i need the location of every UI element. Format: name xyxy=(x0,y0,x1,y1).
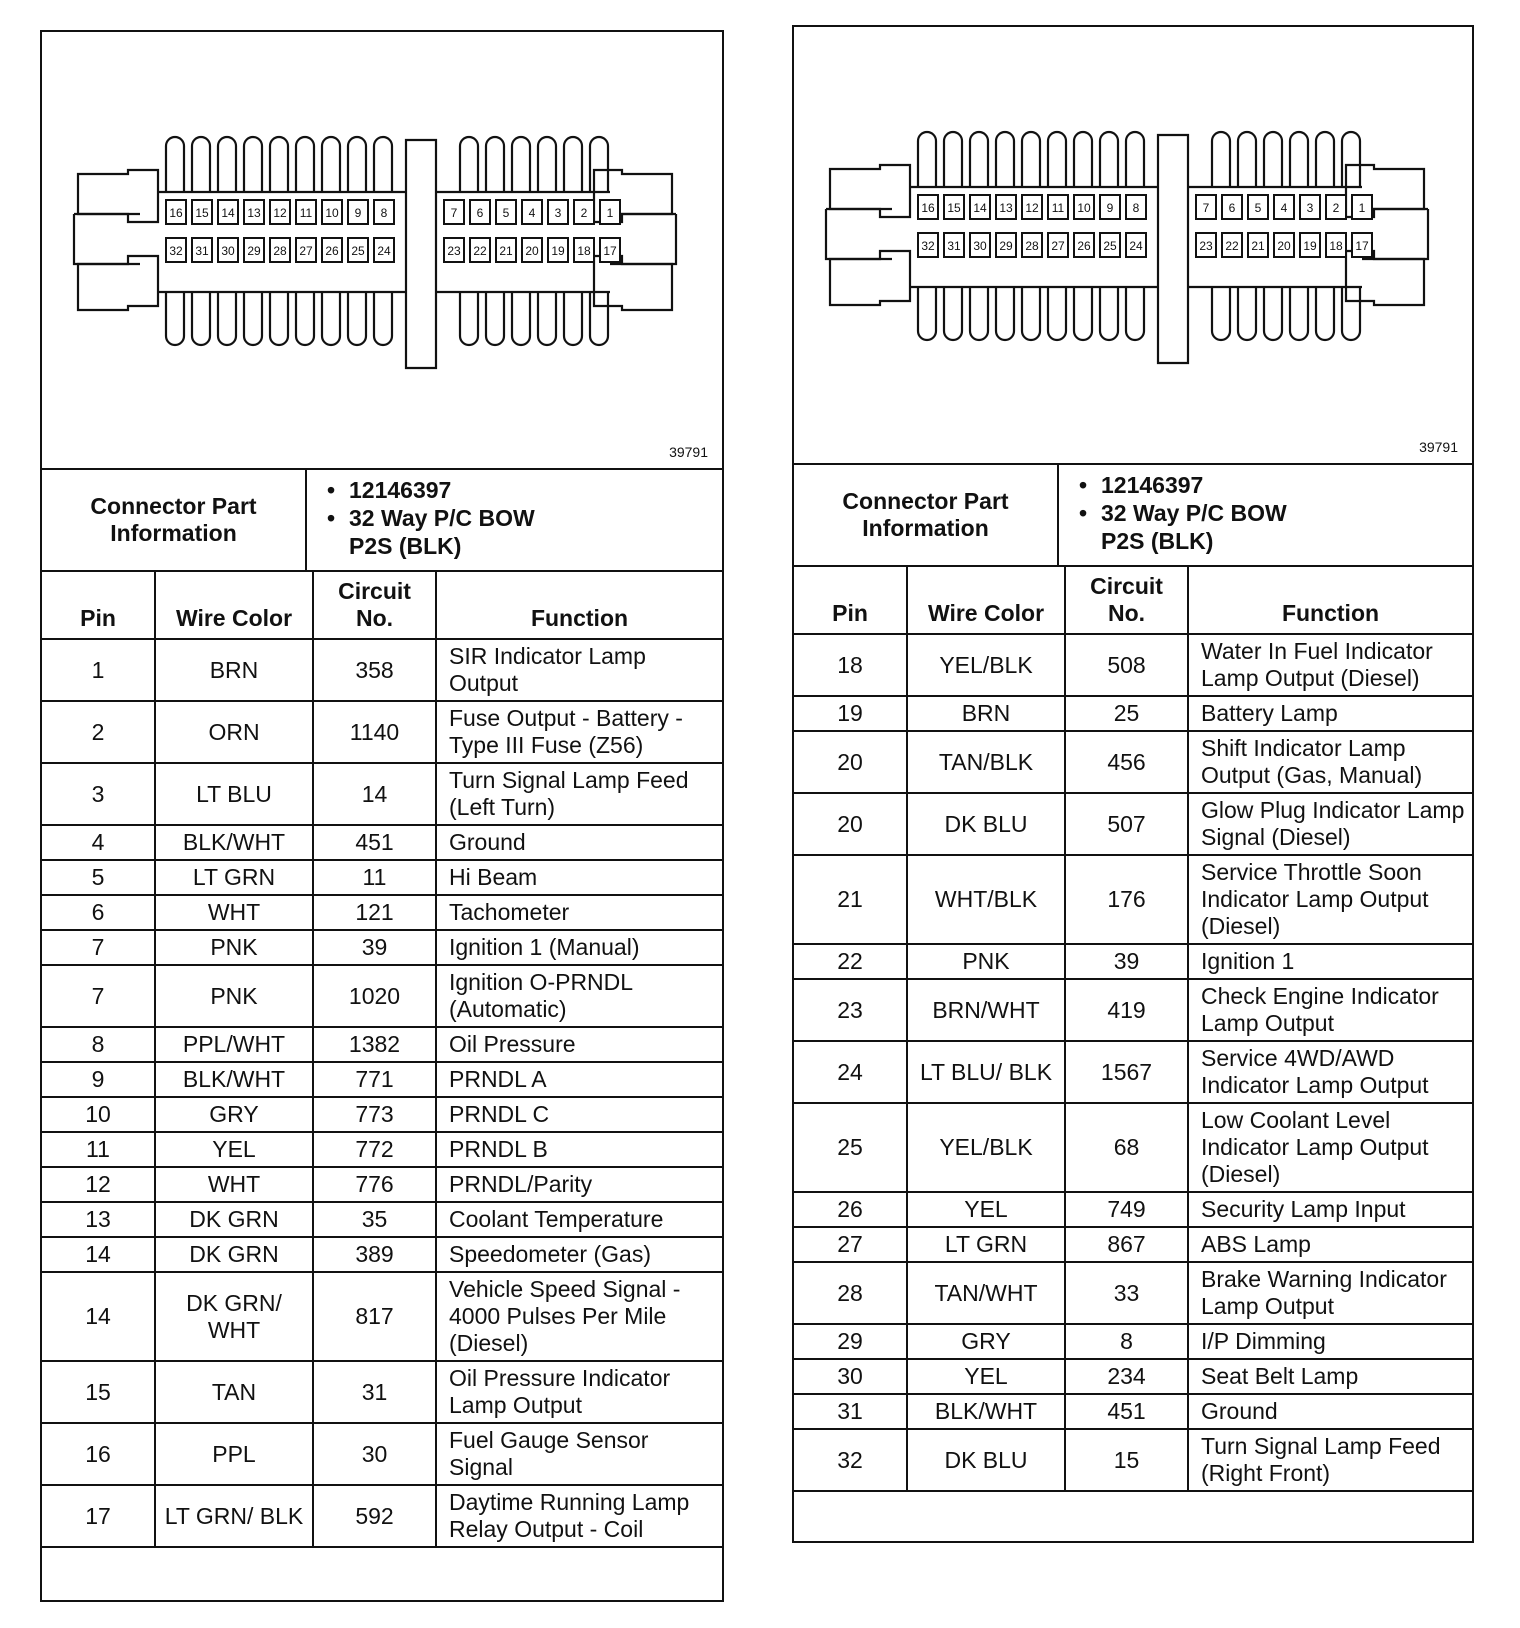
pin-cell: 29 xyxy=(794,1324,907,1359)
wire-color-cell: PPL xyxy=(155,1423,313,1485)
function-cell: Glow Plug Indicator Lamp Signal (Diesel) xyxy=(1188,793,1472,855)
table-row xyxy=(794,1429,1472,1491)
wire-color-cell: LT GRN/ BLK xyxy=(155,1485,313,1547)
pin-cavity-label: 22 xyxy=(1225,239,1239,253)
pin-cavity-label: 19 xyxy=(1303,239,1317,253)
function-cell: Turn Signal Lamp Feed (Left Turn) xyxy=(436,763,722,825)
pin-cavity-label: 22 xyxy=(473,244,487,258)
pin-cell: 16 xyxy=(42,1423,155,1485)
pin-cell: 17 xyxy=(42,1485,155,1547)
function-cell: Service Throttle Soon Indicator Lamp Output (Diesel) xyxy=(1188,855,1472,944)
pin-cavity-label: 4 xyxy=(528,206,536,220)
pin-cavity-label: 20 xyxy=(1277,239,1291,253)
table-header-row xyxy=(794,567,1472,634)
table-row xyxy=(794,1359,1472,1394)
pin-cavity-label: 13 xyxy=(999,201,1013,215)
connector-panel-left xyxy=(40,30,724,1602)
table-row xyxy=(42,1027,722,1062)
pin-cavity-label: 17 xyxy=(603,244,617,258)
circuit-cell: 1020 xyxy=(313,965,436,1027)
pin-cell: 18 xyxy=(794,634,907,696)
connector-diagram xyxy=(794,27,1472,465)
function-cell: Check Engine Indicator Lamp Output xyxy=(1188,979,1472,1041)
circuit-cell: 451 xyxy=(313,825,436,860)
circuit-cell: 592 xyxy=(313,1485,436,1547)
function-cell: Shift Indicator Lamp Output (Gas, Manual) xyxy=(1188,731,1472,793)
wire-color-cell: LT GRN xyxy=(155,860,313,895)
part-info-values xyxy=(1059,465,1472,565)
pin-cell: 14 xyxy=(42,1237,155,1272)
pin-cavity-label: 25 xyxy=(351,244,365,258)
figure-number: 39791 xyxy=(1419,439,1458,455)
pin-cell: 4 xyxy=(42,825,155,860)
part-info-label: Connector Part Information xyxy=(42,470,307,570)
pin-cavity-label: 29 xyxy=(247,244,261,258)
circuit-cell: 817 xyxy=(313,1272,436,1361)
circuit-cell: 389 xyxy=(313,1237,436,1272)
pinout-table xyxy=(794,567,1472,1492)
pin-cavity-label: 5 xyxy=(502,206,510,220)
function-cell: SIR Indicator Lamp Output xyxy=(436,639,722,701)
pin-cavity-label: 21 xyxy=(499,244,513,258)
circuit-cell: 358 xyxy=(313,639,436,701)
wire-color-cell: DK GRN xyxy=(155,1237,313,1272)
pin-cavity-label: 6 xyxy=(476,206,484,220)
table-row xyxy=(794,1227,1472,1262)
circuit-cell: 31 xyxy=(313,1361,436,1423)
table-row xyxy=(794,1394,1472,1429)
circuit-cell: 39 xyxy=(1065,944,1188,979)
table-row xyxy=(42,1202,722,1237)
function-cell: PRNDL B xyxy=(436,1132,722,1167)
pin-cell: 6 xyxy=(42,895,155,930)
circuit-cell: 33 xyxy=(1065,1262,1188,1324)
wire-color-cell: DK GRN/ WHT xyxy=(155,1272,313,1361)
function-cell: Oil Pressure xyxy=(436,1027,722,1062)
pin-cavity-label: 31 xyxy=(195,244,209,258)
circuit-cell: 772 xyxy=(313,1132,436,1167)
pin-cell: 14 xyxy=(42,1272,155,1361)
pin-cell: 20 xyxy=(794,793,907,855)
wire-color-cell: WHT xyxy=(155,1167,313,1202)
pin-cavity-label: 2 xyxy=(1332,201,1340,215)
function-cell: Speedometer (Gas) xyxy=(436,1237,722,1272)
pin-cell: 8 xyxy=(42,1027,155,1062)
connector-part-info xyxy=(42,470,722,572)
pin-cell: 13 xyxy=(42,1202,155,1237)
wire-color-cell: WHT/BLK xyxy=(907,855,1065,944)
pin-cavity-label: 30 xyxy=(221,244,235,258)
function-cell: Ignition 1 (Manual) xyxy=(436,930,722,965)
pin-cavity-label: 4 xyxy=(1280,201,1288,215)
pin-cavity-label: 6 xyxy=(1228,201,1236,215)
table-row xyxy=(42,895,722,930)
table-row xyxy=(42,1485,722,1547)
circuit-cell: 776 xyxy=(313,1167,436,1202)
table-row xyxy=(794,731,1472,793)
table-row xyxy=(42,1097,722,1132)
pin-cavity-label: 27 xyxy=(299,244,313,258)
wire-color-cell: PPL/WHT xyxy=(155,1027,313,1062)
function-header: Function xyxy=(436,572,722,639)
wire-color-cell: TAN xyxy=(155,1361,313,1423)
circuit-cell: 176 xyxy=(1065,855,1188,944)
circuit-cell: 8 xyxy=(1065,1324,1188,1359)
connector-panel-right xyxy=(792,25,1474,1543)
connector-diagram xyxy=(42,32,722,470)
pin-cavity-label: 24 xyxy=(377,244,391,258)
table-row xyxy=(42,1272,722,1361)
wire-color-cell: PNK xyxy=(907,944,1065,979)
pin-cell: 21 xyxy=(794,855,907,944)
circuit-cell: 507 xyxy=(1065,793,1188,855)
circuit-cell: 39 xyxy=(313,930,436,965)
circuit-cell: 11 xyxy=(313,860,436,895)
table-row xyxy=(42,1167,722,1202)
wire-color-cell: TAN/BLK xyxy=(907,731,1065,793)
pin-cell: 25 xyxy=(794,1103,907,1192)
pin-cavity-label: 15 xyxy=(947,201,961,215)
pin-cavity-label: 3 xyxy=(1306,201,1314,215)
part-info-values xyxy=(307,470,722,570)
circuit-cell: 234 xyxy=(1065,1359,1188,1394)
table-row xyxy=(794,1041,1472,1103)
wire-color-cell: DK GRN xyxy=(155,1202,313,1237)
pin-cavity-label: 12 xyxy=(273,206,287,220)
pin-cavity-label: 1 xyxy=(1358,201,1366,215)
function-cell: Ground xyxy=(436,825,722,860)
function-cell: Vehicle Speed Signal - 4000 Pulses Per Mile (Diesel) xyxy=(436,1272,722,1361)
circuit-cell: 25 xyxy=(1065,696,1188,731)
function-cell: PRNDL/Parity xyxy=(436,1167,722,1202)
function-cell: Service 4WD/AWD Indicator Lamp Output xyxy=(1188,1041,1472,1103)
function-cell: Hi Beam xyxy=(436,860,722,895)
pin-cell: 7 xyxy=(42,965,155,1027)
pin-cell: 23 xyxy=(794,979,907,1041)
pin-cell: 7 xyxy=(42,930,155,965)
pin-cavity-label: 28 xyxy=(1025,239,1039,253)
table-row xyxy=(794,855,1472,944)
pin-cavity-label: 23 xyxy=(447,244,461,258)
wire-color-cell: YEL/BLK xyxy=(907,1103,1065,1192)
circuit-cell: 749 xyxy=(1065,1192,1188,1227)
circuit-cell: 15 xyxy=(1065,1429,1188,1491)
table-row xyxy=(42,1423,722,1485)
pin-cavity-label: 12 xyxy=(1025,201,1039,215)
wire-color-cell: YEL xyxy=(155,1132,313,1167)
function-cell: Coolant Temperature xyxy=(436,1202,722,1237)
function-cell: Water In Fuel Indicator Lamp Output (Diesel) xyxy=(1188,634,1472,696)
function-cell: Fuse Output - Battery - Type III Fuse (Z56) xyxy=(436,701,722,763)
table-row xyxy=(794,1324,1472,1359)
circuit-cell: 456 xyxy=(1065,731,1188,793)
pin-cell: 2 xyxy=(42,701,155,763)
pin-cell: 15 xyxy=(42,1361,155,1423)
pin-cavity-label: 16 xyxy=(169,206,183,220)
wire-color-cell: BRN/WHT xyxy=(907,979,1065,1041)
table-row xyxy=(42,1132,722,1167)
pin-cavity-label: 30 xyxy=(973,239,987,253)
circuit-cell: 1382 xyxy=(313,1027,436,1062)
pin-cavity-label: 7 xyxy=(1202,201,1210,215)
function-cell: Oil Pressure Indicator Lamp Output xyxy=(436,1361,722,1423)
circuit-header: Circuit No. xyxy=(313,572,436,639)
wire-color-cell: PNK xyxy=(155,930,313,965)
function-cell: Brake Warning Indicator Lamp Output xyxy=(1188,1262,1472,1324)
pin-cavity-label: 11 xyxy=(299,206,313,220)
wire-color-cell: BLK/WHT xyxy=(155,825,313,860)
pin-cavity-label: 18 xyxy=(1329,239,1343,253)
wire-color-cell: DK BLU xyxy=(907,793,1065,855)
table-row xyxy=(794,1262,1472,1324)
pin-cavity-label: 11 xyxy=(1051,201,1065,215)
table-row xyxy=(42,763,722,825)
pin-cell: 9 xyxy=(42,1062,155,1097)
wire-color-cell: GRY xyxy=(907,1324,1065,1359)
connector-face-drawing xyxy=(42,32,722,468)
table-row xyxy=(42,1361,722,1423)
function-cell: Ground xyxy=(1188,1394,1472,1429)
pin-cavity-label: 26 xyxy=(325,244,339,258)
table-row xyxy=(42,639,722,701)
wire-color-cell: GRY xyxy=(155,1097,313,1132)
pin-cell: 1 xyxy=(42,639,155,701)
pin-cavity-label: 32 xyxy=(169,244,183,258)
pin-cavity-label: 23 xyxy=(1199,239,1213,253)
circuit-cell: 35 xyxy=(313,1202,436,1237)
pin-cavity-label: 10 xyxy=(325,206,339,220)
part-description-line2: P2S (BLK) xyxy=(349,533,462,559)
connector-part-info xyxy=(794,465,1472,567)
table-header-row xyxy=(42,572,722,639)
function-cell: Daytime Running Lamp Relay Output - Coil xyxy=(436,1485,722,1547)
function-cell: ABS Lamp xyxy=(1188,1227,1472,1262)
circuit-header: Circuit No. xyxy=(1065,567,1188,634)
wire-color-cell: ORN xyxy=(155,701,313,763)
table-row xyxy=(42,1237,722,1272)
wire-color-cell: TAN/WHT xyxy=(907,1262,1065,1324)
pin-cavity-label: 8 xyxy=(1132,201,1140,215)
circuit-cell: 121 xyxy=(313,895,436,930)
pin-cavity-label: 7 xyxy=(450,206,458,220)
wire-color-cell: YEL xyxy=(907,1192,1065,1227)
circuit-cell: 14 xyxy=(313,763,436,825)
pin-cell: 19 xyxy=(794,696,907,731)
function-cell: Tachometer xyxy=(436,895,722,930)
table-row xyxy=(794,634,1472,696)
function-cell: Turn Signal Lamp Feed (Right Front) xyxy=(1188,1429,1472,1491)
function-cell: Fuel Gauge Sensor Signal xyxy=(436,1423,722,1485)
pin-header: Pin xyxy=(42,572,155,639)
pin-cell: 24 xyxy=(794,1041,907,1103)
pin-cavity-label: 27 xyxy=(1051,239,1065,253)
pin-cell: 11 xyxy=(42,1132,155,1167)
pin-cavity-label: 20 xyxy=(525,244,539,258)
function-cell: Battery Lamp xyxy=(1188,696,1472,731)
function-cell: I/P Dimming xyxy=(1188,1324,1472,1359)
wire-color-header: Wire Color xyxy=(155,572,313,639)
pin-cavity-label: 29 xyxy=(999,239,1013,253)
pin-cavity-label: 14 xyxy=(221,206,235,220)
wire-color-cell: BRN xyxy=(155,639,313,701)
circuit-cell: 508 xyxy=(1065,634,1188,696)
pin-cell: 26 xyxy=(794,1192,907,1227)
pin-cell: 5 xyxy=(42,860,155,895)
table-row xyxy=(42,701,722,763)
pin-cell: 22 xyxy=(794,944,907,979)
pin-cavity-label: 10 xyxy=(1077,201,1091,215)
pin-cell: 28 xyxy=(794,1262,907,1324)
circuit-cell: 451 xyxy=(1065,1394,1188,1429)
table-row xyxy=(42,825,722,860)
figure-number: 39791 xyxy=(669,444,708,460)
pin-cell: 3 xyxy=(42,763,155,825)
pin-header: Pin xyxy=(794,567,907,634)
part-info-label: Connector Part Information xyxy=(794,465,1059,565)
table-row xyxy=(794,1192,1472,1227)
pin-cavity-label: 13 xyxy=(247,206,261,220)
pin-cell: 30 xyxy=(794,1359,907,1394)
function-header: Function xyxy=(1188,567,1472,634)
pin-cavity-label: 19 xyxy=(551,244,565,258)
pin-cavity-label: 32 xyxy=(921,239,935,253)
pin-cell: 20 xyxy=(794,731,907,793)
circuit-cell: 419 xyxy=(1065,979,1188,1041)
wire-color-cell: YEL xyxy=(907,1359,1065,1394)
pin-cavity-label: 18 xyxy=(577,244,591,258)
wire-color-cell: BLK/WHT xyxy=(155,1062,313,1097)
part-description-line1: • 32 Way P/C BOW xyxy=(349,504,722,532)
pin-cavity-label: 8 xyxy=(380,206,388,220)
table-row xyxy=(42,930,722,965)
table-row xyxy=(794,793,1472,855)
function-cell: Security Lamp Input xyxy=(1188,1192,1472,1227)
wire-color-cell: BLK/WHT xyxy=(907,1394,1065,1429)
pin-cavity-label: 17 xyxy=(1355,239,1369,253)
function-cell: PRNDL A xyxy=(436,1062,722,1097)
pin-cavity-label: 15 xyxy=(195,206,209,220)
pin-cavity-label: 25 xyxy=(1103,239,1117,253)
part-number: • 12146397 xyxy=(349,476,722,504)
connector-face-drawing xyxy=(794,27,1472,463)
wire-color-cell: LT BLU xyxy=(155,763,313,825)
pin-cavity-label: 14 xyxy=(973,201,987,215)
circuit-cell: 773 xyxy=(313,1097,436,1132)
pin-cavity-label: 2 xyxy=(580,206,588,220)
wire-color-cell: LT GRN xyxy=(907,1227,1065,1262)
pin-cavity-label: 16 xyxy=(921,201,935,215)
pin-cavity-label: 21 xyxy=(1251,239,1265,253)
pin-cell: 12 xyxy=(42,1167,155,1202)
wire-color-cell: WHT xyxy=(155,895,313,930)
table-row xyxy=(794,1103,1472,1192)
pin-cavity-label: 3 xyxy=(554,206,562,220)
circuit-cell: 1140 xyxy=(313,701,436,763)
function-cell: Ignition O-PRNDL (Automatic) xyxy=(436,965,722,1027)
pin-cavity-label: 31 xyxy=(947,239,961,253)
wire-color-header: Wire Color xyxy=(907,567,1065,634)
part-number: • 12146397 xyxy=(1101,471,1472,499)
pin-cavity-label: 26 xyxy=(1077,239,1091,253)
pin-cavity-label: 28 xyxy=(273,244,287,258)
wire-color-cell: BRN xyxy=(907,696,1065,731)
function-cell: Low Coolant Level Indicator Lamp Output (Diesel) xyxy=(1188,1103,1472,1192)
wire-color-cell: YEL/BLK xyxy=(907,634,1065,696)
pin-cavity-label: 1 xyxy=(606,206,614,220)
circuit-cell: 68 xyxy=(1065,1103,1188,1192)
function-cell: Ignition 1 xyxy=(1188,944,1472,979)
table-row xyxy=(42,1062,722,1097)
circuit-cell: 867 xyxy=(1065,1227,1188,1262)
wire-color-cell: LT BLU/ BLK xyxy=(907,1041,1065,1103)
part-description-line2: P2S (BLK) xyxy=(1101,528,1214,554)
circuit-cell: 30 xyxy=(313,1423,436,1485)
pinout-table xyxy=(42,572,722,1548)
table-row xyxy=(794,944,1472,979)
function-cell: Seat Belt Lamp xyxy=(1188,1359,1472,1394)
circuit-cell: 771 xyxy=(313,1062,436,1097)
pin-cavity-label: 5 xyxy=(1254,201,1262,215)
pin-cavity-label: 24 xyxy=(1129,239,1143,253)
pin-cavity-label: 9 xyxy=(1106,201,1114,215)
pin-cavity-label: 9 xyxy=(354,206,362,220)
pin-cell: 32 xyxy=(794,1429,907,1491)
wire-color-cell: PNK xyxy=(155,965,313,1027)
table-row xyxy=(42,860,722,895)
pin-cell: 10 xyxy=(42,1097,155,1132)
circuit-cell: 1567 xyxy=(1065,1041,1188,1103)
part-description-line1: • 32 Way P/C BOW xyxy=(1101,499,1472,527)
function-cell: PRNDL C xyxy=(436,1097,722,1132)
table-row xyxy=(794,696,1472,731)
pin-cell: 27 xyxy=(794,1227,907,1262)
wire-color-cell: DK BLU xyxy=(907,1429,1065,1491)
table-row xyxy=(42,965,722,1027)
pin-cell: 31 xyxy=(794,1394,907,1429)
table-row xyxy=(794,979,1472,1041)
